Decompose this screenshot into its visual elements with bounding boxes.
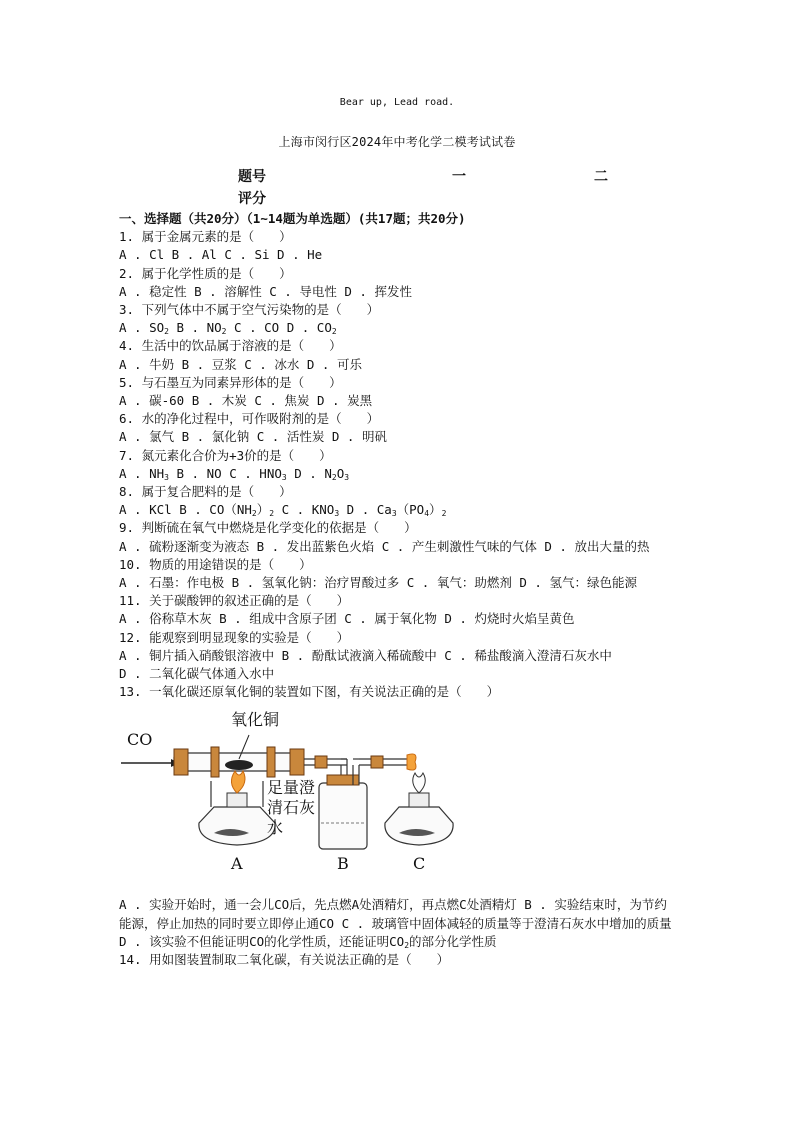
- exam-title: 上海市闵行区2024年中考化学二模考试试卷: [278, 135, 516, 149]
- score-table-label-number: 题号: [238, 169, 266, 185]
- option-text: A . SO: [119, 320, 165, 336]
- subscript: 2: [331, 327, 337, 337]
- subscript: 3: [334, 509, 340, 519]
- option-text: A . NH: [119, 465, 165, 481]
- option-text: D . N: [286, 465, 332, 481]
- question-7: 7. 氮元素化合价为+3价的是（ ）: [119, 447, 332, 463]
- question-1-options: A . Cl B . Al C . Si D . He: [119, 247, 323, 263]
- subscript: 4: [424, 509, 430, 519]
- question-2-options: A . 稳定性 B . 溶解性 C . 导电性 D . 挥发性: [119, 283, 412, 299]
- question-10-options: A . 石墨：作电极 B . 氢氧化钠：治疗胃酸过多 C . 氧气：助燃剂 D . 氢气：绿色能源: [119, 575, 637, 591]
- question-11-options: A . 俗称草木灰 B . 组成中含原子团 C . 属于氧化物 D . 灼烧时火焰呈黄色: [119, 611, 575, 627]
- option-text: O: [336, 465, 345, 481]
- question-12-options: A . 铜片插入硝酸银溶液中 B . 酚酞试液滴入稀硫酸中 C . 稀盐酸滴入澄清石灰水中: [119, 647, 612, 663]
- limewater-label-line-3: 水: [267, 818, 284, 838]
- question-10: 10. 物质的用途错误的是（ ）: [119, 556, 312, 572]
- limewater-label-line-2: 清石灰: [267, 798, 316, 818]
- limewater-label-line-1: 足量澄: [267, 778, 316, 798]
- subscript: 3: [344, 472, 350, 482]
- subscript: 2: [331, 472, 337, 482]
- subscript: 2: [251, 509, 257, 519]
- page-header: Bear up, Lead road.: [339, 97, 455, 108]
- question-5-options: A . 碳-60 B . 木炭 C . 焦炭 D . 炭黑: [119, 393, 373, 409]
- option-text: D . Ca: [339, 502, 392, 518]
- question-1: 1. 属于金属元素的是（ ）: [119, 229, 292, 245]
- subscript: 2: [221, 327, 227, 337]
- question-6-options: A . 氯气 B . 氯化钠 C . 活性炭 D . 明矾: [119, 429, 387, 445]
- question-3: 3. 下列气体中不属于空气污染物的是（ ）: [119, 302, 380, 318]
- question-9-options: A . 硫粉逐渐变为液态 B . 发出蓝紫色火焰 C . 产生刺激性气味的气体 D . 放出大量的热: [119, 538, 650, 554]
- option-text: C . CO D . CO: [226, 320, 332, 336]
- subscript: 2: [441, 509, 447, 519]
- question-12: 12. 能观察到明显现象的实验是（ ）: [119, 629, 350, 645]
- co-label: CO: [127, 730, 153, 750]
- question-4-options: A . 牛奶 B . 豆浆 C . 冰水 D . 可乐: [119, 356, 362, 372]
- score-table-col-2: 二: [594, 169, 608, 185]
- subscript: 2: [269, 509, 275, 519]
- subscript: 2: [404, 940, 410, 950]
- option-text: ）: [429, 502, 442, 518]
- option-text: （PO: [396, 502, 425, 518]
- apparatus-drawing: [119, 705, 679, 890]
- question-8: 8. 属于复合肥料的是（ ）: [119, 484, 292, 500]
- apparatus-label-c: C: [413, 854, 426, 874]
- question-11: 11. 关于碳酸钾的叙述正确的是（ ）: [119, 593, 350, 609]
- option-text: B . NO C . HNO: [168, 465, 282, 481]
- option-text: C . KNO: [274, 502, 335, 518]
- question-14: 14. 用如图装置制取二氧化碳，有关说法正确的是（ ）: [119, 952, 450, 968]
- question-7-options: [119, 465, 679, 483]
- question-5: 5. 与石墨互为同素异形体的是（ ）: [119, 374, 342, 390]
- copper-oxide-label: 氧化铜: [231, 710, 280, 730]
- question-2: 2. 属于化学性质的是（ ）: [119, 265, 292, 281]
- subscript: 3: [164, 472, 169, 482]
- option-text: A . 实验开始时，通一会儿CO后，先点燃A处酒精灯，再点燃C处酒精灯 B . 实验结束时，为节约能源，停止加热的同时要立即停止通CO C . 玻璃管中固体减轻的质量等于澄清石灰水中增加的质量 D . 该实验不但能证明CO的化学性质，还能证明CO: [119, 897, 680, 949]
- question-12-options-d: D . 二氧化碳气体通入水中: [119, 666, 275, 682]
- question-8-options: [119, 501, 679, 519]
- subscript: 3: [391, 509, 397, 519]
- section-heading: 一、选择题（共20分）（1~14题为单选题）(共17题；共20分): [119, 211, 466, 226]
- subscript: 3: [281, 472, 287, 482]
- co-reduction-apparatus-figure: [119, 705, 679, 890]
- subscript: 2: [164, 327, 169, 337]
- option-text: 的部分化学性质: [409, 933, 497, 949]
- score-table-col-1: 一: [452, 169, 466, 185]
- score-table-label-score: 评分: [238, 191, 266, 207]
- question-3-options: [119, 319, 679, 337]
- question-9: 9. 判断硫在氧气中燃烧是化学变化的依据是（ ）: [119, 520, 417, 536]
- option-text: A . KCl B . CO（NH: [119, 502, 252, 518]
- apparatus-label-a: A: [231, 854, 243, 874]
- apparatus-label-b: B: [337, 854, 349, 874]
- question-13-options: [119, 896, 679, 951]
- option-text: B . NO: [168, 320, 222, 336]
- questions-content: [119, 210, 679, 969]
- question-6: 6. 水的净化过程中，可作吸附剂的是（ ）: [119, 411, 380, 427]
- option-text: ）: [256, 502, 270, 518]
- question-4: 4. 生活中的饮品属于溶液的是（ ）: [119, 338, 342, 354]
- question-13: 13. 一氧化碳还原氧化铜的装置如下图，有关说法正确的是（ ）: [119, 684, 500, 700]
